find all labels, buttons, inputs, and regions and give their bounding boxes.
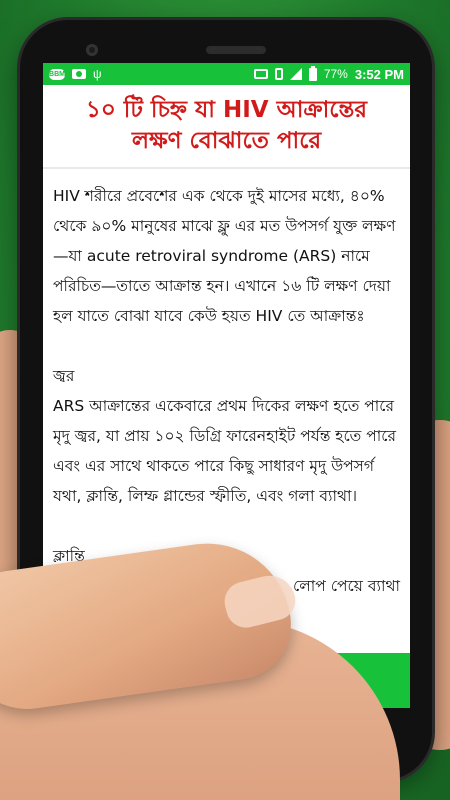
article-title: [43, 95, 410, 157]
article-body[interactable]: [43, 181, 410, 601]
camera-icon: [72, 69, 86, 79]
clock: 3:52 PM: [354, 66, 404, 82]
title-line-2: লক্ষণ বোঝাতে পারে: [131, 128, 322, 154]
section-heading: ক্লান্তি: [53, 547, 85, 565]
usb-icon: ψ: [93, 67, 102, 81]
article: [43, 85, 410, 601]
title-divider: [43, 167, 410, 169]
battery-charging-icon: [309, 68, 317, 81]
section-heading: জ্বর: [53, 367, 75, 385]
earpiece-speaker: [206, 46, 266, 54]
status-bar: [43, 63, 410, 85]
cast-icon: [254, 69, 268, 79]
bbm-icon: BBM: [49, 70, 65, 78]
signal-icon: [290, 68, 302, 80]
battery-percent: 77%: [323, 67, 348, 81]
title-line-1: ১০ টি চিহ্ন যা HIV আক্রান্তের: [85, 97, 368, 123]
intro-paragraph: HIV শরীরে প্রবেশের এক থেকে দুই মাসের মধ্যে, ৪০% থেকে ৯০% মানুষের মাঝে ফ্লু এর মত উপসর্গ যুক্ত লক্ষণ—যা acute retroviral syndrome (ARS) নামে পরিচিত—তাতে আক্রান্ত হন। এখানে ১৬ টি লক্ষণ দেয়া হল যাতে বোঝা যাবে কেউ হয়ত HIV তে আক্রান্তঃ: [53, 187, 396, 325]
section-text-end: লোপ পেয়ে ব্যাথা: [292, 577, 400, 595]
front-camera: [86, 44, 98, 56]
section-paragraph: ARS আক্রান্তের একেবারে প্রথম দিকের লক্ষণ হতে পারে মৃদু জ্বর, যা প্রায় ১০২ ডিগ্রি ফারেনহাইট পর্যন্ত হতে পারে এবং এর সাথে থাকতে পারে কিছু সাধারণ মৃদু উপসর্গ যথা, ক্লান্তি, লিম্ফ গ্লান্ডের স্ফীতি, এবং গলা ব্যাথা।: [53, 397, 397, 505]
vibrate-icon: [275, 68, 283, 80]
